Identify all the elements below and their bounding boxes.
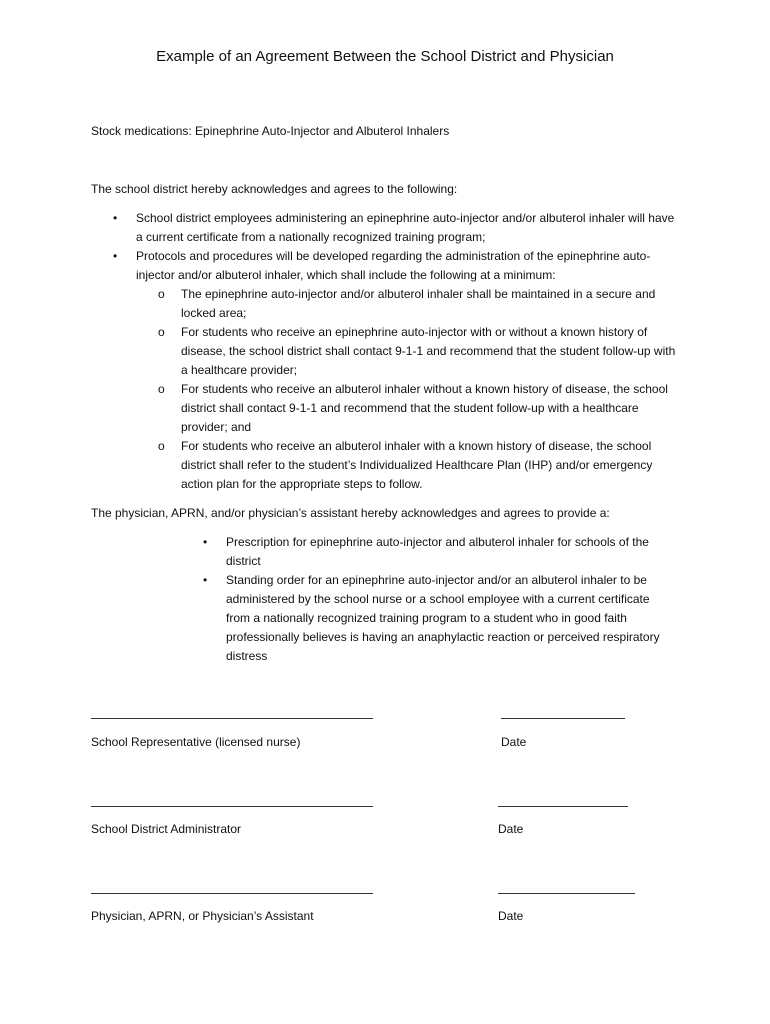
signature-line xyxy=(91,893,373,894)
signature-label: School District Administrator xyxy=(91,822,242,836)
date-label: Date xyxy=(498,909,524,923)
date-label: Date xyxy=(498,822,524,836)
date-line xyxy=(498,806,628,807)
sub-list-item-text: For students who receive an epinephrine auto-injector with or without a known history of disease, the school district shall contact 9-1-1 and recommend that the student follow-up with a healthcare provider; xyxy=(181,325,676,377)
signature-label: Physician, APRN, or Physician’s Assistant xyxy=(91,909,314,923)
signature-label: School Representative (licensed nurse) xyxy=(91,735,301,749)
date-line xyxy=(498,893,635,894)
list-item xyxy=(91,247,681,494)
list-item xyxy=(91,209,681,247)
stock-medications-line: Stock medications: Epinephrine Auto-Injector and Albuterol Inhalers xyxy=(91,124,450,138)
district-obligations-list xyxy=(91,209,681,494)
physician-acknowledgement: The physician, APRN, and/or physician’s assistant hereby acknowledges and agrees to provide a: xyxy=(91,506,610,520)
sub-list-item-text: For students who receive an albuterol inhaler without a known history of disease, the school district shall contact 9-1-1 and recommend that the student follow-up with a healthcare provider; and xyxy=(181,382,668,434)
sub-list-item-text: The epinephrine auto-injector and/or albuterol inhaler shall be maintained in a secure and locked area; xyxy=(181,287,656,320)
list-item xyxy=(181,533,666,571)
district-acknowledgement: The school district hereby acknowledges and agrees to the following: xyxy=(91,182,458,196)
list-item-text: School district employees administering an epinephrine auto-injector and/or albuterol inhaler will have a current certificate from a nationally recognized training program; xyxy=(136,211,675,244)
date-line xyxy=(501,718,625,719)
sub-list-item xyxy=(136,437,681,494)
list-item-text: Protocols and procedures will be developed regarding the administration of the epinephrine auto-injector and/or albuterol inhaler, which shall include the following at a minimum: xyxy=(136,249,651,282)
list-item-text: Prescription for epinephrine auto-injector and albuterol inhaler for schools of the district xyxy=(226,535,649,568)
sub-list-item-text: For students who receive an albuterol inhaler with a known history of disease, the school district shall refer to the student’s Individualized Healthcare Plan (IHP) and/or emergency action plan for the appropriate steps to follow. xyxy=(181,439,653,491)
list-item-text: Standing order for an epinephrine auto-injector and/or an albuterol inhaler to be administered by the school nurse or a school employee with a current certificate from a nationally recognized training program to a student who in good faith professionally believes is having an anaphylactic reaction or perceived respiratory distress xyxy=(226,573,660,663)
sub-list-item xyxy=(136,285,681,323)
document-title: Example of an Agreement Between the School District and Physician xyxy=(156,48,614,65)
protocol-requirements-list xyxy=(136,285,681,494)
signature-line xyxy=(91,806,373,807)
physician-obligations-list xyxy=(181,533,666,666)
sub-list-item xyxy=(136,323,681,380)
sub-list-item xyxy=(136,380,681,437)
signature-line xyxy=(91,718,373,719)
date-label: Date xyxy=(501,735,527,749)
list-item xyxy=(181,571,666,666)
